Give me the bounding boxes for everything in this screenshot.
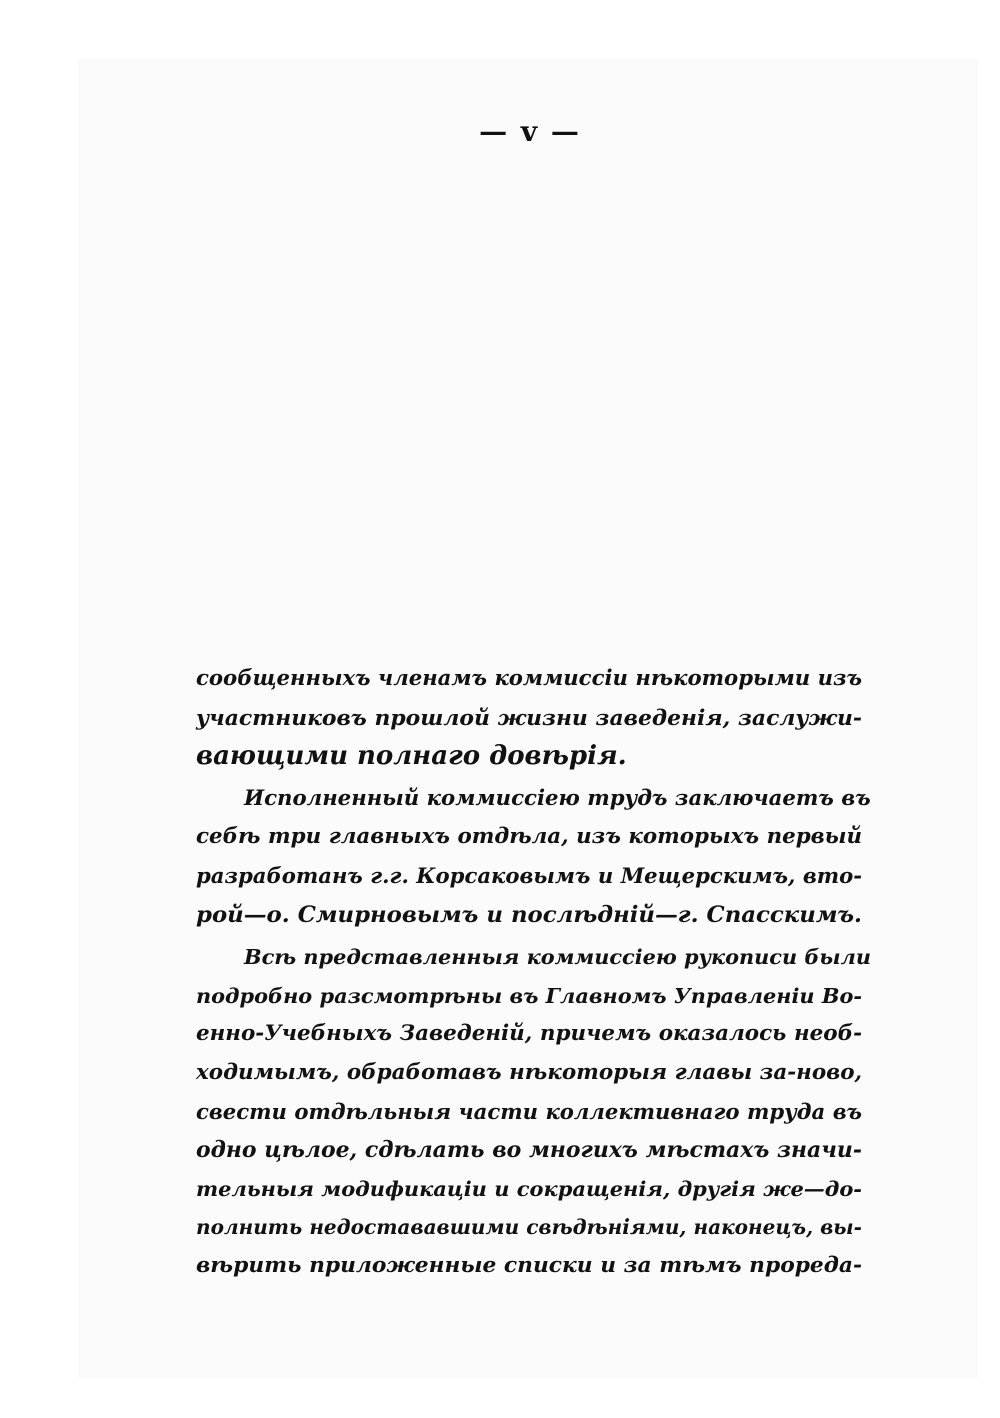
page-number: — v — — [479, 115, 581, 148]
paragraph — [196, 938, 871, 1285]
paragraph — [196, 780, 871, 934]
text-line: тельныя модификаціи и сокращенія, другія же—до- — [196, 1175, 862, 1201]
paragraph — [196, 660, 862, 776]
body-text — [196, 660, 871, 1286]
text-line: вающими полнаго довѣрія. — [196, 741, 627, 772]
text-line: свести отдѣльныя части коллективнаго труда въ — [196, 1098, 862, 1124]
text-line: вѣрить приложенные списки и за тѣмъ прореда- — [196, 1252, 862, 1278]
text-line: полнить недостававшими свѣдѣніями, наконецъ, вы- — [196, 1215, 862, 1240]
text-line: разработанъ г.г. Корсаковымъ и Мещерскимъ, вто- — [196, 862, 862, 888]
text-line: сообщенныхъ членамъ коммиссіи нѣкоторыми изъ — [196, 666, 862, 691]
text-line: участниковъ прошлой жизни заведенія, заслужи- — [196, 704, 862, 731]
text-line: Исполненный коммиссіею трудъ заключаетъ въ — [244, 785, 871, 811]
text-line: енно-Учебныхъ Заведеній, причемъ оказалось необ- — [196, 1021, 862, 1047]
text-line: одно цѣлое, сдѣлать во многихъ мѣстахъ значи- — [196, 1137, 862, 1164]
text-line: ходимымъ, обработавъ нѣкоторыя главы за-ново, — [196, 1059, 862, 1085]
text-line: Всѣ представленныя коммиссіею рукописи были — [244, 944, 871, 970]
text-line: себѣ три главныхъ отдѣла, изъ которыхъ первый — [196, 824, 862, 850]
text-line: подробно разсмотрѣны въ Главномъ Управленіи Во- — [196, 982, 862, 1008]
text-line: рой—о. Смирновымъ и послѣдній—г. Спасскимъ. — [196, 901, 862, 928]
